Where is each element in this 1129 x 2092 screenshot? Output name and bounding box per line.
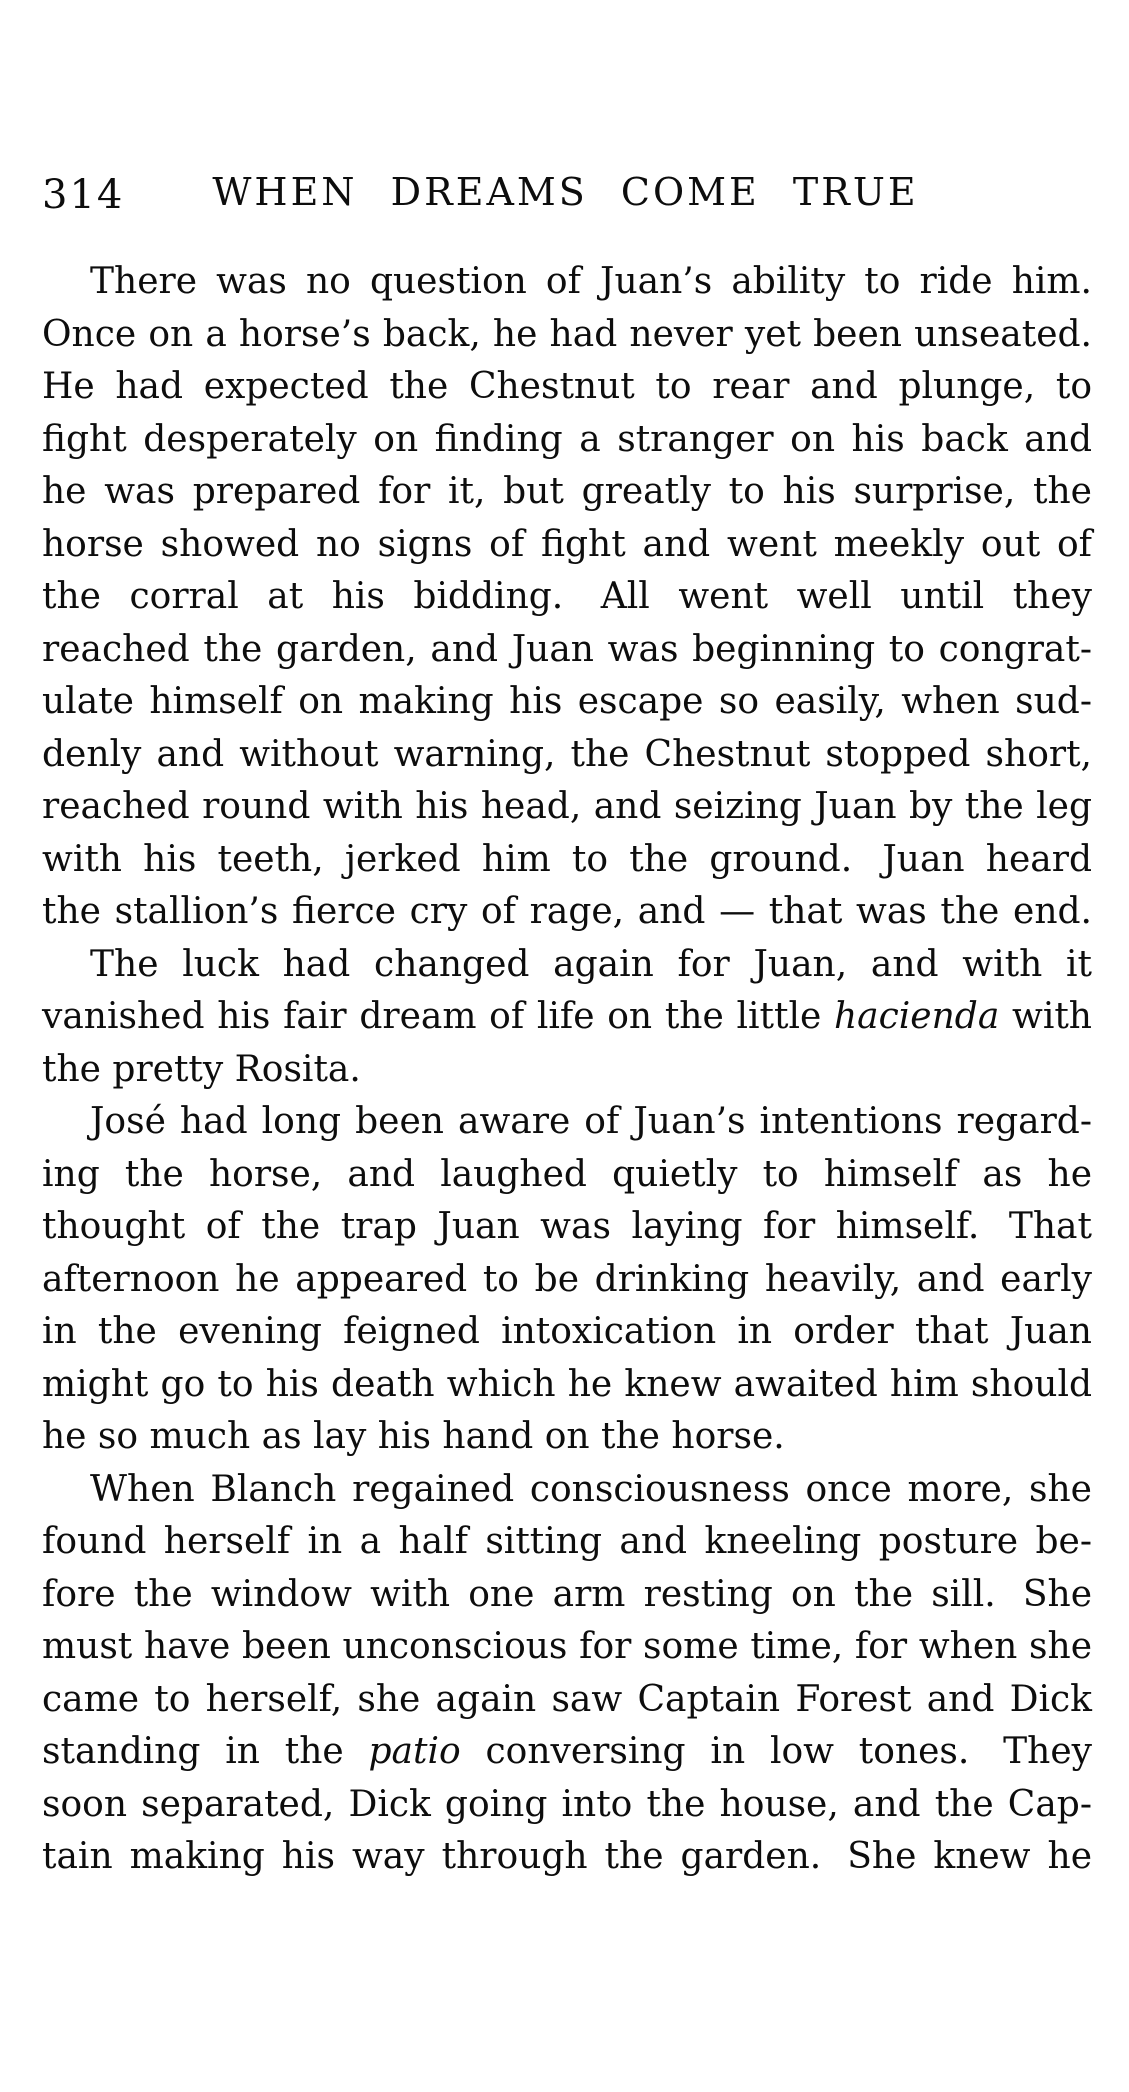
page-header (42, 170, 1089, 222)
text-line (42, 309, 1092, 362)
text-segment: He had expected the Chestnut to rear and plunge, to (42, 366, 1092, 407)
text-segment: fight desperately on finding a stranger on his back and (42, 418, 1092, 460)
text-segment: vanished his fair dream of life on the little (42, 996, 834, 1037)
text-segment: There was no question of Juan’s ability to ride him. (90, 261, 1092, 302)
text-segment: reached round with his head, and seizing Juan by the leg (42, 786, 1092, 827)
text-line (42, 781, 1092, 834)
text-line (42, 571, 1092, 624)
text-segment: afternoon he appeared to be drinking heavily, and early (42, 1258, 1092, 1300)
text-segment: thought of the trap Juan was laying for himself. That (42, 1206, 1092, 1247)
italic-word: patio (368, 1731, 461, 1772)
text-segment: he so much as lay his hand on the horse. (42, 1416, 785, 1457)
text-segment: the pretty Rosita. (42, 1048, 361, 1090)
text-segment: standing in the (42, 1731, 369, 1772)
text-line (42, 1516, 1092, 1569)
text-segment: José had long been aware of Juan’s intentions regard- (90, 1101, 1092, 1142)
page-number: 314 (42, 172, 125, 218)
text-line (42, 676, 1092, 729)
page-body (42, 256, 1092, 1884)
text-line (42, 519, 1092, 572)
text-line (42, 1096, 1092, 1149)
text-segment: soon separated, Dick going into the house, and the Cap- (42, 1783, 1092, 1825)
text-line (42, 1779, 1092, 1832)
text-line (42, 991, 1092, 1044)
text-line (42, 1254, 1092, 1307)
text-line (42, 1411, 1092, 1464)
text-segment: might go to his death which he knew awaited him should (42, 1363, 1092, 1405)
running-title: WHEN DREAMS COME TRUE (212, 170, 919, 214)
text-segment: ulate himself on making his escape so easily, when sud- (42, 681, 1092, 722)
text-line (42, 834, 1092, 887)
text-line (42, 1464, 1092, 1517)
text-segment: conversing in low tones. They (460, 1731, 1092, 1772)
text-segment: denly and without warning, the Chestnut stopped short, (42, 733, 1092, 775)
text-segment: The luck had changed again for Juan, and with it (90, 943, 1092, 985)
paragraph (42, 1464, 1092, 1884)
text-segment: Once on a horse’s back, he had never yet been unseated. (42, 313, 1092, 355)
paragraph (42, 1096, 1092, 1464)
text-segment: with (999, 996, 1092, 1037)
text-line (42, 1674, 1092, 1727)
text-segment: reached the garden, and Juan was beginning to congrat- (42, 628, 1092, 670)
text-segment: found herself in a half sitting and kneeling posture be- (42, 1521, 1092, 1562)
text-line (42, 1359, 1092, 1412)
text-line (42, 1201, 1092, 1254)
text-segment: fore the window with one arm resting on the sill. She (42, 1573, 1092, 1615)
text-segment: When Blanch regained consciousness once more, she (90, 1468, 1092, 1510)
text-segment: ing the horse, and laughed quietly to himself as he (42, 1153, 1092, 1195)
text-line (42, 886, 1092, 939)
text-segment: horse showed no signs of fight and went meekly out of (42, 523, 1092, 565)
text-line (42, 466, 1092, 519)
text-segment: the stallion’s fierce cry of rage, and — that was the end. (42, 891, 1092, 932)
text-line (42, 1621, 1092, 1674)
text-line (42, 1306, 1092, 1359)
italic-word: hacienda (833, 996, 1000, 1037)
paragraph (42, 256, 1092, 939)
text-line (42, 1044, 1092, 1097)
text-segment: the corral at his bidding. All went well until they (42, 576, 1092, 617)
text-line (42, 414, 1092, 467)
paragraph (42, 939, 1092, 1097)
text-segment: with his teeth, jerked him to the ground. Juan heard (42, 838, 1092, 880)
text-line (42, 256, 1092, 309)
text-line (42, 729, 1092, 782)
text-line (42, 1149, 1092, 1202)
text-line (42, 1726, 1092, 1779)
text-line (42, 1569, 1092, 1622)
text-line (42, 361, 1092, 414)
text-line (42, 624, 1092, 677)
text-line (42, 1831, 1092, 1884)
text-segment: tain making his way through the garden. She knew he (42, 1836, 1092, 1877)
text-segment: came to herself, she again saw Captain Forest and Dick (42, 1678, 1092, 1720)
text-line (42, 939, 1092, 992)
text-segment: in the evening feigned intoxication in order that Juan (42, 1311, 1092, 1352)
text-segment: must have been unconscious for some time, for when she (42, 1626, 1092, 1667)
text-segment: he was prepared for it, but greatly to his surprise, the (42, 471, 1092, 512)
